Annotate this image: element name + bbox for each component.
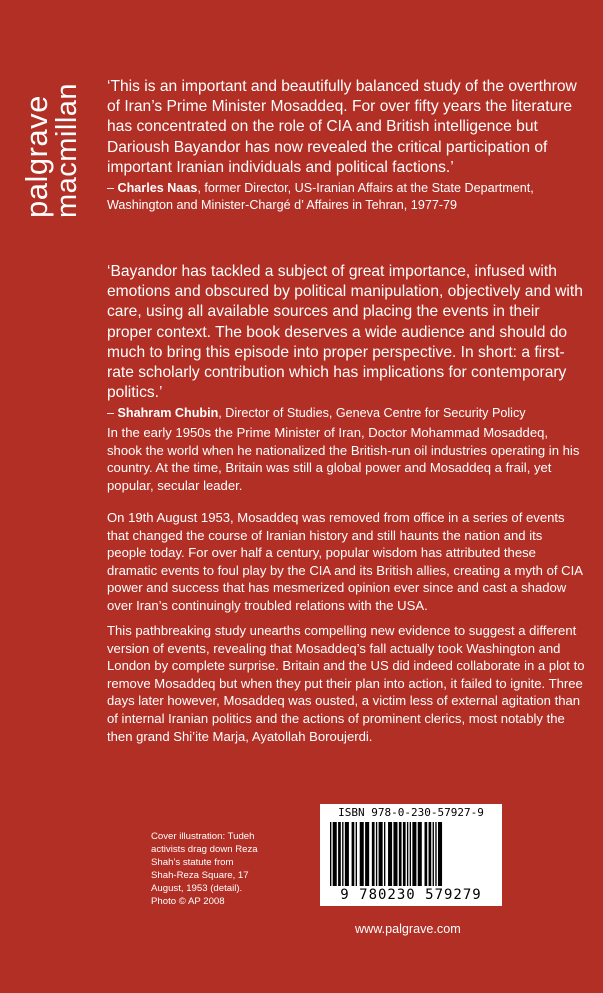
attribution-dash: –	[107, 406, 118, 421]
blurb-paragraph-3: This pathbreaking study unearths compelling new evidence to suggest a different version of events, revealing that Mosaddeq’s fall actually took Washington and London by complete surprise. Britain and the US did indeed collaborate in a plot to remove Mosaddeq but when they put their plan into action, it failed to ignite. Three days later however, Mosaddeq was ousted, a victim less of external agitation than of internal Iranian politics and the actions of prominent clerics, most notably the then grand Shi’ite Marja, Ayatollah Boroujerdi.	[107, 623, 585, 744]
quote-author: Charles Naas	[117, 181, 198, 196]
barcode-bars	[330, 822, 492, 886]
publisher-logo	[19, 18, 83, 218]
quote-affiliation: , Director of Studies, Geneva Centre for Security Policy	[218, 406, 526, 421]
publisher-url: www.palgrave.com	[355, 922, 461, 936]
blurb-paragraph-1: In the early 1950s the Prime Minister of Iran, Doctor Mohammad Mosaddeq, shook the world when he nationalized the British-run oil industries operating in his country. At the time, Britain was still a global power and Mosaddeq a frail, yet popular, secular leader.	[107, 425, 580, 493]
isbn-barcode	[320, 804, 502, 906]
cover-illustration-caption: Cover illustration: Tudeh activists drag down Reza Shah’s statute from Shah-Reza Square, 17 August, 1953 (detail). Photo © AP 2008	[151, 831, 258, 907]
quote-text: ‘Bayandor has tackled a subject of great importance, infused with emotions and obscured by political manipulation, objectively and with care, using all available sources and placing the events in their proper context. The book deserves a wide audience and should do much to bring this episode into proper perspective. In short: a first-rate scholarly contribution which has implications for contemporary politics.’	[107, 263, 583, 402]
logo-line-macmillan: macmillan	[51, 82, 83, 218]
quote-affiliation: , former Director, US-Iranian Affairs at the State Department, Washington and Minister-Chargé d’ Affaires in Tehran, 1977-79	[107, 181, 534, 213]
review-quote-2	[107, 262, 587, 422]
quote-author: Shahram Chubin	[117, 406, 219, 421]
quote-attribution	[107, 405, 587, 422]
quote-attribution	[107, 180, 587, 214]
ean-digits: 9 780230 579279	[340, 887, 482, 903]
attribution-dash: –	[107, 181, 118, 196]
review-quote-1	[107, 77, 587, 214]
isbn-label: ISBN 978-0-230-57927-9	[338, 806, 484, 819]
quote-text: ‘This is an important and beautifully balanced study of the overthrow of Iran’s Prime Minister Mosaddeq. For over fifty years the literature has concentrated on the role of CIA and British intelligence but Darioush Bayandor has now revealed the critical participation of important Iranian individuals and political factions.’	[107, 78, 577, 176]
blurb-paragraph-2: On 19th August 1953, Mosaddeq was removed from office in a series of events that changed the course of Iranian history and still haunts the nation and its people today. For over half a century, popular wisdom has attributed these dramatic events to foul play by the CIA and its British allies, creating a myth of CIA power and success that has mesmerized opinion ever since and cast a shadow over Iran’s continuingly troubled relations with the USA.	[107, 510, 583, 613]
logo-line-palgrave: palgrave	[19, 95, 54, 218]
